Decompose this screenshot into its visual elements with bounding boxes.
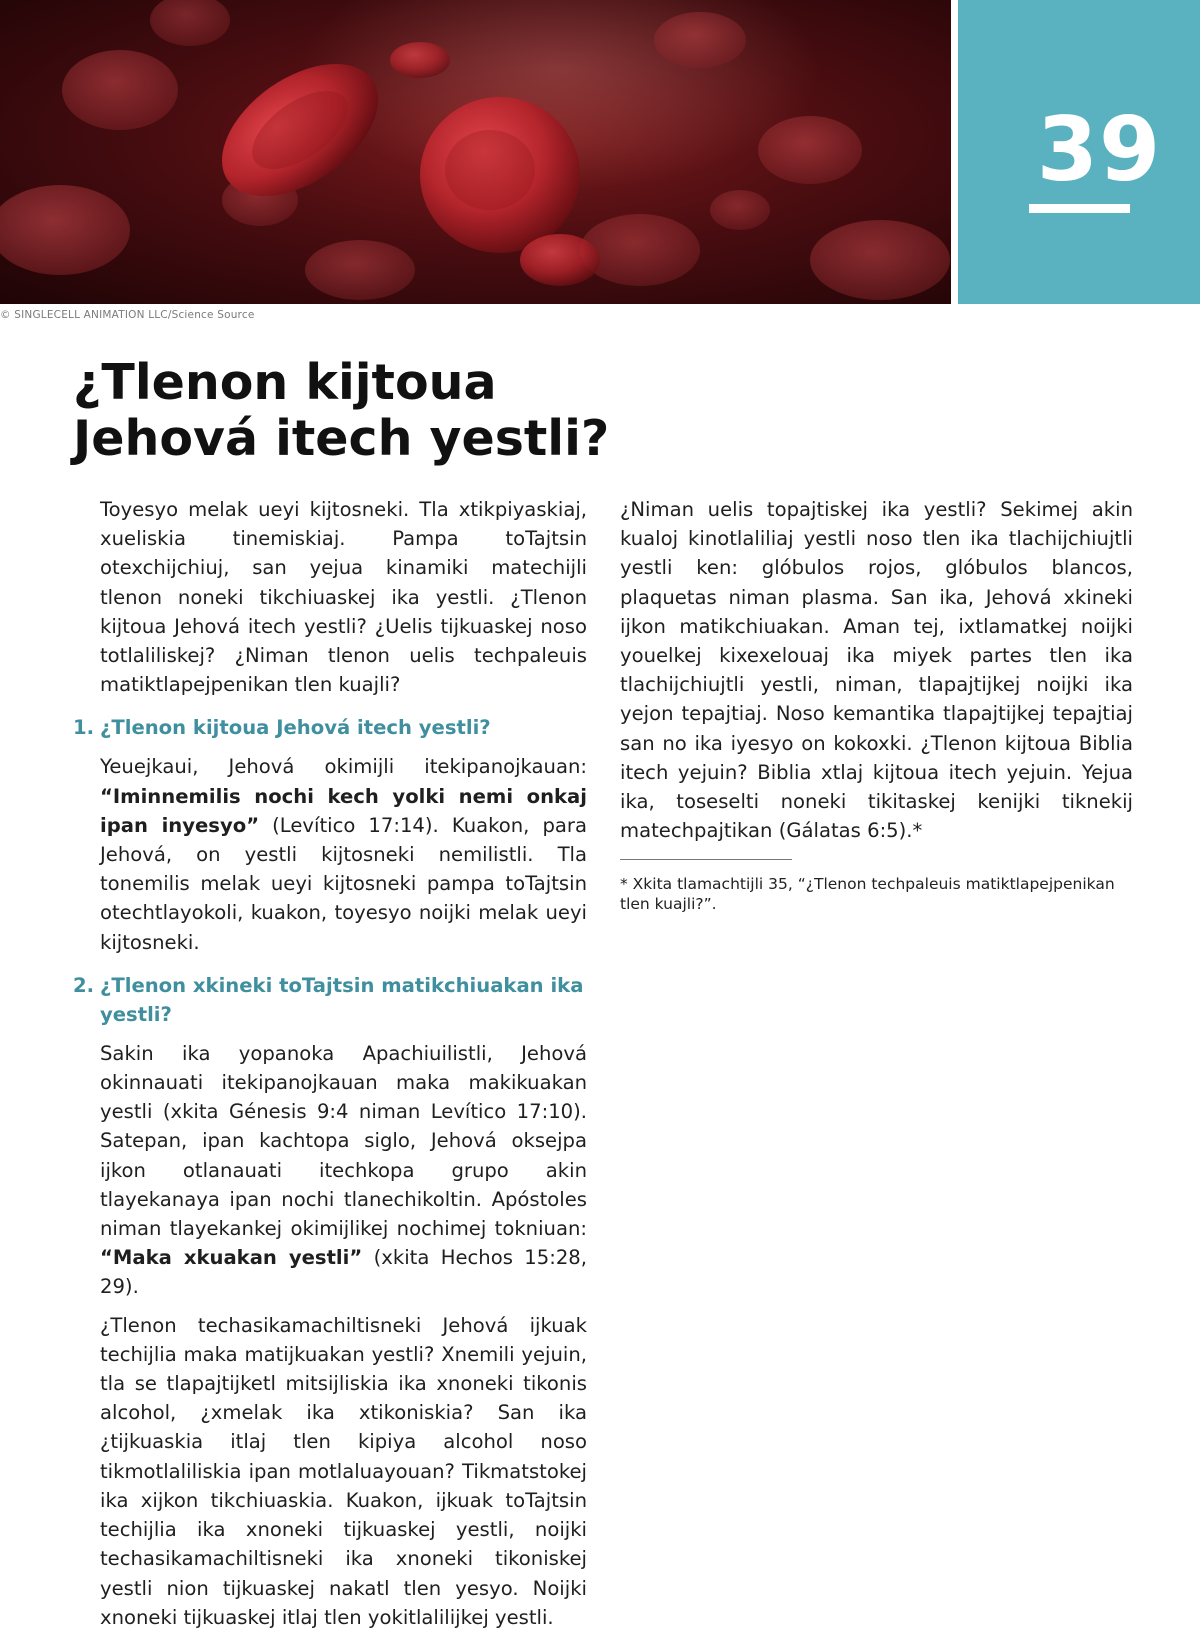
title-line-1: ¿Tlenon kijtoua (73, 354, 497, 411)
chapter-underline (1029, 204, 1130, 213)
question-2-heading (73, 971, 587, 1029)
page-title (73, 355, 609, 467)
section1-paragraph (100, 752, 587, 956)
blood-cells-illustration (0, 0, 951, 304)
footnote-marker[interactable]: * (912, 819, 923, 843)
photo-credit: © SINGLECELL ANIMATION LLC/Science Source (0, 309, 255, 321)
footnote-divider (620, 859, 792, 860)
section2-paragraph-3 (620, 495, 1133, 845)
question-text: ¿Tlenon kijtoua Jehová itech yestli? (100, 716, 491, 740)
section2-paragraph-2: ¿Tlenon techasikamachiltisneki Jehová ijkuak techijlia maka matijkuakan yestli? Xnemili yejuin, tla se tlapajtijketl mitsijliskia ika xnoneki tikonis alcohol, ¿xmelak ika xtikoniskia? San ika ¿tijkuaskia itlaj tlen kipiya alcohol noso tikmotlaliliskia ipan motlaluayouan? Tikmatstokej ika xijkon tikchiuaskia. Kuakon, ijkuak toTajtsin techijlia ika xnoneki tijkuaskej yestli, noijki techasikamachiltisneki ika xnoneki tikoniskej yestli nion tijkuaskej nakatl tlen yesyo. Noijki xnoneki tijkuaskej itlaj tlen yokitlalilijkej yestli. (100, 1313, 587, 1629)
left-column (73, 495, 587, 1632)
hero-image (0, 0, 951, 304)
text-span: (Levítico 17:14). Kuakon, para Jehová, on yestli kijtosneki nemilistli. Tla tonemilis melak ueyi kijtosneki pampa toTajtsin otechtlayokoli, kuakon, toyesyo noijki melak ueyi kijtosneki. (100, 813, 587, 954)
text-span: Sakin ika yopanoka Apachiuilistli, Jehová okinnauati itekipanojkauan maka makikuakan yestli (xkita Génesis 9:4 niman Levítico 17:10). Satepan, ipan kachtopa siglo, Jehová oksejpa ijkon otlanauati itechkopa grupo akin tlayekanaya ipan nochi tlanechikoltin. Apóstoles niman tlayekankej okimijlikej nochimej tokniuan: (100, 1041, 587, 1241)
question-text: ¿Tlenon xkineki toTajtsin matikchiuakan ika yestli? (100, 973, 584, 1026)
question-number: 1. (73, 716, 95, 740)
text-span: (xkita Hechos 15:28, 29). (100, 1246, 587, 1299)
intro-paragraph: Toyesyo melak ueyi kijtosneki. Tla xtikpiyaskiaj, xueliskia tinemiskiaj. Pampa toTajtsin otexchijchiuj, san yejua kinamiki matechijli tlenon noneki tikchiuaskej ika yestli. ¿Tlenon kijtoua Jehová itech yestli? ¿Uelis tijkuaskej noso totlaliliskej? ¿Niman tlenon uelis techpaleuis matiktlapejpenikan tlen kuajli? (100, 498, 587, 697)
text-span: Yeuejkaui, Jehová okimijli itekipanojkauan: (100, 755, 587, 779)
chapter-number: 39 (1036, 98, 1162, 201)
question-number: 2. (73, 973, 95, 997)
text-span: ¿Niman uelis topajtiskej ika yestli? Sekimej akin kualoj kinotlaliliaj yestli noso tlen ika tlachijchiujtli yestli ken: glóbulos rojos, glóbulos blancos, plaquetas niman plasma. San ika, Jehová xkineki ijkon matikchiuakan. Aman tej, ixtlamatkej noijki youelkej kixexelouaj ika miyek partes tlen ika tlachijchiujtli yestli, niman, tlapajtijkej noijki ika yejon tepajtiaj. Noso kemantika tlapajtijkej tepajtiaj san no ika iyesyo on kokoxki. ¿Tlenon kijtoua Biblia itech yejuin? Biblia xtlaj kijtoua itech yejuin. Yejua ika, toseselti noneki tikitaskej kenijki tiknekij matechpajtikan (Gálatas 6:5). (620, 498, 1133, 843)
bold-quote: “Iminnemilis nochi kech yolki nemi onkaj ipan inyesyo” (100, 784, 587, 837)
bold-quote: “Maka xkuakan yestli” (100, 1246, 363, 1270)
question-1-heading (73, 713, 587, 742)
chapter-badge (958, 0, 1200, 304)
footnote: * Xkita tlamachtijli 35, “¿Tlenon techpaleuis matiktlapejpenikan tlen kuajli?”. (620, 875, 1115, 914)
section2-paragraph-1 (100, 1039, 587, 1302)
title-line-2: Jehová itech yestli? (73, 410, 610, 467)
right-column (620, 495, 1133, 914)
